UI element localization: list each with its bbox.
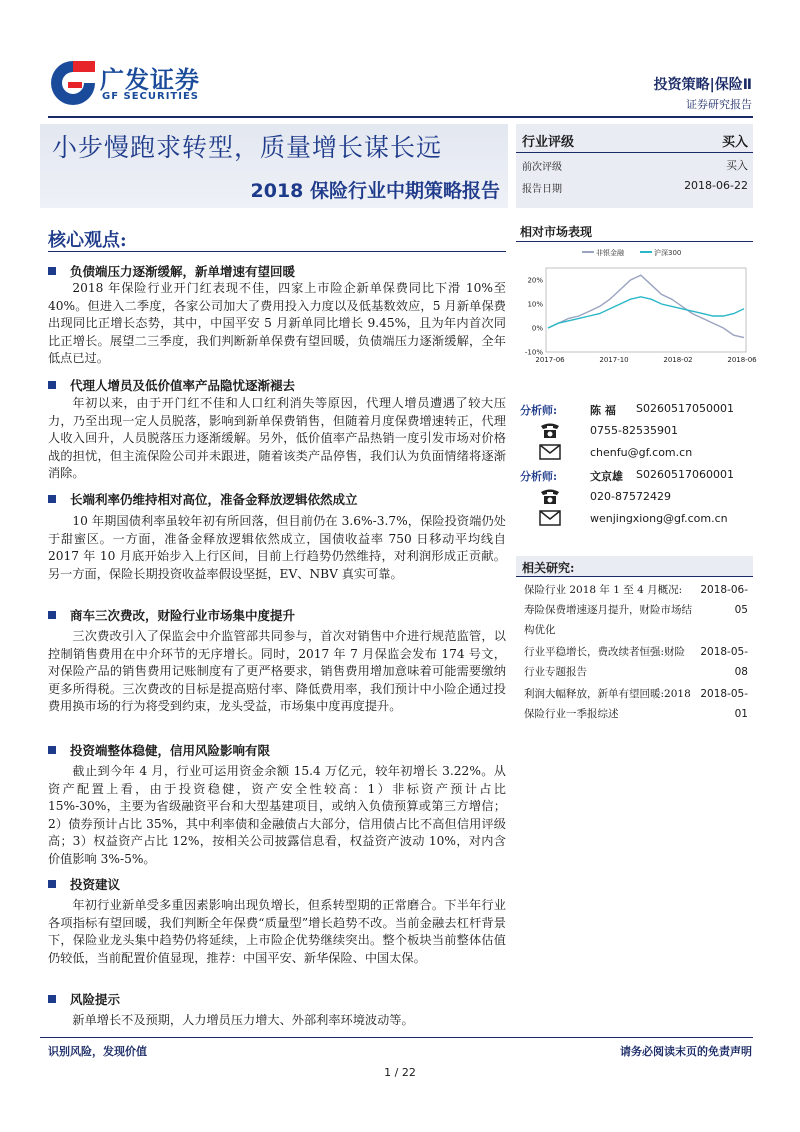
analyst-label: 分析师: — [520, 470, 558, 483]
analyst-email[interactable]: wenjingxiong@gf.com.cn — [590, 512, 728, 525]
related-item-title[interactable]: 利润大幅释放，新单有望回暖:2018 保险行业一季报综述 — [524, 688, 691, 720]
email-icon — [538, 509, 562, 527]
legend-label: 沪深300 — [654, 249, 682, 257]
report-category: 投资策略|保险Ⅱ — [653, 77, 752, 93]
related-research-title: 相关研究: — [522, 561, 575, 575]
rating-divider — [516, 152, 753, 153]
bullet-square-icon — [48, 611, 56, 619]
phone-icon — [538, 487, 562, 505]
section-paragraph: 年初以来，由于开门红不佳和人口红利消失等原因，代理人增员遭遇了较大压力，乃至出现一定人员脱落，影响到新单保费销售，但随着月度保费增速转正，代理人收入回升，人员脱落压力逐渐缓解。另外，低价值率产品热销一度引发市场对价格战的担忧，但主流保险公司并未跟进，随着该类产品停售，我们认为负面情绪将逐渐消除。 — [48, 396, 506, 480]
series-line — [548, 275, 744, 337]
gf-logo-icon — [48, 58, 98, 108]
analyst-phone: 0755-82535901 — [590, 424, 678, 437]
x-tick-label: 2017-06 — [535, 356, 565, 364]
section-paragraph: 10 年期国债利率虽较年初有所回落，但目前仍在 3.6%-3.7%，保险投资端仍处于甜蜜区。一方面，准备金释放逻辑依然成立，国债收益率 750 日移动平均线自 2017 年 10 月底开始步入上行区间，目前上行趋势仍然维持，对利润形成正贡献。另一方面，保险长期投资收益率假设坚挺，EV、NBV 真实可靠。 — [48, 514, 506, 581]
related-divider — [516, 576, 753, 577]
rating-label: 行业评级 — [522, 135, 575, 150]
market-divider — [516, 241, 753, 242]
section-heading: 负债端压力逐渐缓解，新单增速有望回暖 — [48, 262, 295, 280]
y-tick-label: 20% — [527, 276, 543, 285]
analyst-name: 文京雄 — [590, 470, 623, 483]
related-item-title[interactable]: 行业平稳增长，费改续者恒强:财险行业专题报告 — [524, 646, 686, 678]
section-heading: 投资端整体稳健，信用风险影响有限 — [48, 741, 270, 759]
chart-legend — [582, 248, 681, 257]
relative-market-chart — [516, 244, 757, 372]
prev-rating-value: 买入 — [726, 159, 748, 172]
report-subtitle: 2018 保险行业中期策略报告 — [250, 180, 500, 202]
section-heading: 投资建议 — [48, 875, 120, 893]
report-date-value: 2018-06-22 — [684, 179, 748, 192]
header-divider — [48, 116, 753, 118]
bullet-square-icon — [48, 995, 56, 1003]
core-divider — [48, 251, 506, 252]
section-heading: 代理人增员及低价值率产品隐忧逐渐褪去 — [48, 376, 295, 394]
section-heading: 风险提示 — [48, 990, 120, 1008]
section-heading: 商车三次费改，财险行业市场集中度提升 — [48, 606, 295, 624]
related-item-date: 2018-05-01 — [700, 688, 748, 720]
logo-en-text: GF SECURITIES — [102, 91, 200, 102]
analyst-id: S0260517060001 — [636, 468, 734, 481]
section-heading: 长端利率仍维持相对高位，准备金释放逻辑依然成立 — [48, 490, 358, 508]
section-paragraph: 截止到今年 4 月，行业可运用资金余额 15.4 万亿元，较年初增长 3.22%。从资产配置上看，由于投资稳健，资产安全性较高：1）非标资产预计占比 15%-30%，主要为省级融资平台和大型基建项目，或纳入负债预算或第三方增信；2）债券预计占比 35%，其中利率债和金融债占大部分，信用债占比不高但信用评级高；3）权益资产占比 12%，按相关公司披露信息看，权益资产波动 10%，对内含价值影响 3%-5%。 — [48, 764, 506, 866]
report-type: 证券研究报告 — [686, 98, 752, 111]
section-paragraph: 三次费改引入了保监会中介监管部共同参与，首次对销售中介进行规范监管，以控制销售费用在中介环节的无序增长。同时，2017 年 7 月保监会发布 174 号文，对保险产品的销售费用记账制度有了更严格要求，销售费用增加意味着可能需要缴纳更多所得税。三次费改的目标是提高赔付率、降低费用率，我们预计中小险企通过投费用换市场的行为将受到约束，龙头受益，市场集中度再度提升。 — [48, 629, 506, 713]
report-title: 小步慢跑求转型，质量增长谋长远 — [52, 133, 443, 162]
x-tick-label: 2017-10 — [599, 356, 629, 364]
x-tick-label: 2018-02 — [663, 356, 693, 364]
core-views-title: 核心观点: — [48, 230, 127, 251]
footer-divider — [40, 1037, 753, 1038]
section-paragraph: 新单增长不及预期，人力增员压力增大、外部利率环境波动等。 — [72, 1013, 414, 1027]
related-item-date: 2018-05-08 — [700, 646, 748, 678]
related-item-date: 2018-06-05 — [700, 584, 748, 616]
legend-label: 非银金融 — [596, 249, 624, 257]
page-number: 1 / 22 — [384, 1066, 416, 1079]
email-icon — [538, 443, 562, 461]
bullet-square-icon — [48, 381, 56, 389]
report-date-label: 报告日期 — [522, 184, 562, 195]
related-item-title[interactable]: 保险行业 2018 年 1 至 4 月概况:寿险保费增速逐月提升，财险市场结构优化 — [524, 584, 692, 636]
footer-disclaimer: 请务必阅读末页的免责声明 — [620, 1045, 752, 1058]
analyst-id: S0260517050001 — [636, 402, 734, 415]
market-chart-title: 相对市场表现 — [520, 225, 593, 239]
section-paragraph: 2018 年保险行业开门红表现不佳，四家上市险企新单保费同比下滑 10%至 40%。但进入二季度，各家公司加大了费用投入力度以及低基数效应，5 月新单保费出现同比正增长态势，其中，中国平安 5 月新单同比增长 9.45%，且为年内首次同比正增长。展望二三季度，我们判断新单保费有望回暖，负债端压力逐渐缓解，全年低点已过。 — [48, 281, 506, 365]
gf-logo — [48, 58, 238, 108]
y-tick-label: 10% — [527, 300, 543, 309]
x-tick-label: 2018-06 — [727, 356, 757, 364]
bullet-square-icon — [48, 495, 56, 503]
analyst-name: 陈 福 — [590, 404, 616, 417]
rating-value: 买入 — [721, 135, 748, 150]
prev-rating-label: 前次评级 — [522, 162, 562, 173]
phone-icon — [538, 421, 562, 439]
y-tick-label: 0% — [531, 324, 543, 333]
bullet-square-icon — [48, 267, 56, 275]
chart-series — [548, 275, 744, 337]
analyst-email[interactable]: chenfu@gf.com.cn — [590, 446, 693, 459]
footer-slogan: 识别风险，发现价值 — [48, 1045, 147, 1058]
bullet-square-icon — [48, 880, 56, 888]
logo-cn-text: 广发证券 — [100, 66, 200, 94]
bullet-square-icon — [48, 746, 56, 754]
section-paragraph: 年初行业新单受多重因素影响出现负增长，但系转型期的正常磨合。下半年行业各项指标有望回暖，我们判断全年保费“质量型”增长趋势不改。当前金融去杠杆背景下，保险业龙头集中趋势仍将延续，上市险企优势继续突出。整个板块当前整体估值仍较低，当前配置价值显现，推荐：中国平安、新华保险、中国太保。 — [48, 898, 506, 965]
analyst-phone: 020-87572429 — [590, 490, 671, 503]
y-tick-label: -10% — [524, 348, 543, 357]
analyst-label: 分析师: — [520, 404, 558, 417]
